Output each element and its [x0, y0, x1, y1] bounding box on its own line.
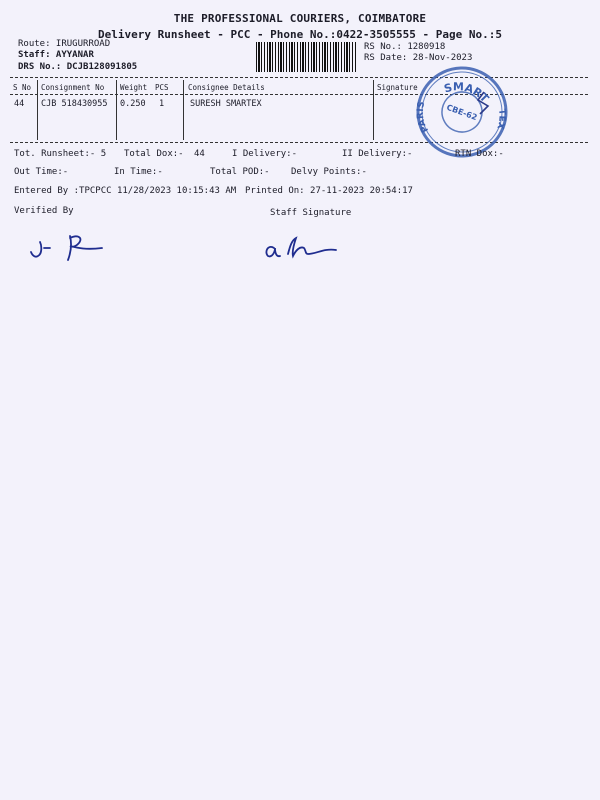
row-sno: 44	[14, 99, 25, 109]
company-title: THE PROFESSIONAL COURIERS, COIMBATORE	[173, 12, 427, 25]
stamp-center-text: CBE-62	[445, 102, 479, 123]
row-weight: 0.250	[120, 99, 146, 109]
in-time: In Time:-	[114, 167, 163, 177]
total-dox-label: Total Dox:-	[124, 149, 184, 159]
runsheet-subtitle: Delivery Runsheet - PCC - Phone No.:0422-3505555 - Page No.:5	[98, 28, 502, 41]
header-sno: S No	[13, 83, 32, 92]
rs-date: RS Date: 28-Nov-2023	[364, 53, 473, 63]
rs-number: RS No.: 1280918	[364, 42, 446, 52]
header-consignment: Consignment No	[41, 83, 105, 92]
rtn-dox: RTN Dox:-	[455, 149, 504, 159]
row-consignee: SURESH SMARTEX	[190, 99, 262, 109]
drs-number: DRS No.: DCJB128091805	[18, 62, 138, 72]
ii-delivery: II Delivery:-	[342, 149, 413, 159]
staff-signature-label: Staff Signature	[270, 208, 352, 218]
verifier-signature	[28, 228, 118, 264]
company-stamp	[412, 62, 512, 162]
staff-label: Staff: AYYANAR	[18, 50, 94, 60]
column-divider	[116, 80, 117, 140]
stamp-left-text: PARIS	[415, 100, 431, 134]
column-divider	[373, 80, 374, 140]
header-consignee: Consignee Details	[188, 83, 265, 92]
verified-by-label: Verified By	[14, 206, 74, 216]
route-label: Route: IRUGURROAD	[18, 39, 111, 49]
stamp-right-text: TEX	[494, 108, 507, 131]
total-dox-value: 44	[194, 149, 205, 159]
header-pcs: PCS	[155, 83, 169, 92]
barcode	[256, 42, 356, 72]
total-pod: Total POD:-	[210, 167, 270, 177]
delvy-points: Delvy Points:-	[291, 167, 367, 177]
row-pcs: 1	[159, 99, 165, 109]
header-signature: Signature	[377, 83, 418, 92]
staff-signature	[262, 232, 352, 262]
column-divider	[37, 80, 38, 140]
out-time: Out Time:-	[14, 167, 69, 177]
tot-runsheet: Tot. Runsheet:- 5	[14, 149, 107, 159]
i-delivery: I Delivery:-	[232, 149, 298, 159]
column-divider	[183, 80, 184, 140]
printed-on: Printed On: 27-11-2023 20:54:17	[245, 186, 413, 196]
entered-by: Entered By :TPCPCC 11/28/2023 10:15:43 AM	[14, 186, 237, 196]
stamp-top-text: SMART	[442, 80, 492, 106]
row-consignment: CJB 518430955	[41, 99, 108, 109]
header-weight: Weight	[120, 83, 148, 92]
